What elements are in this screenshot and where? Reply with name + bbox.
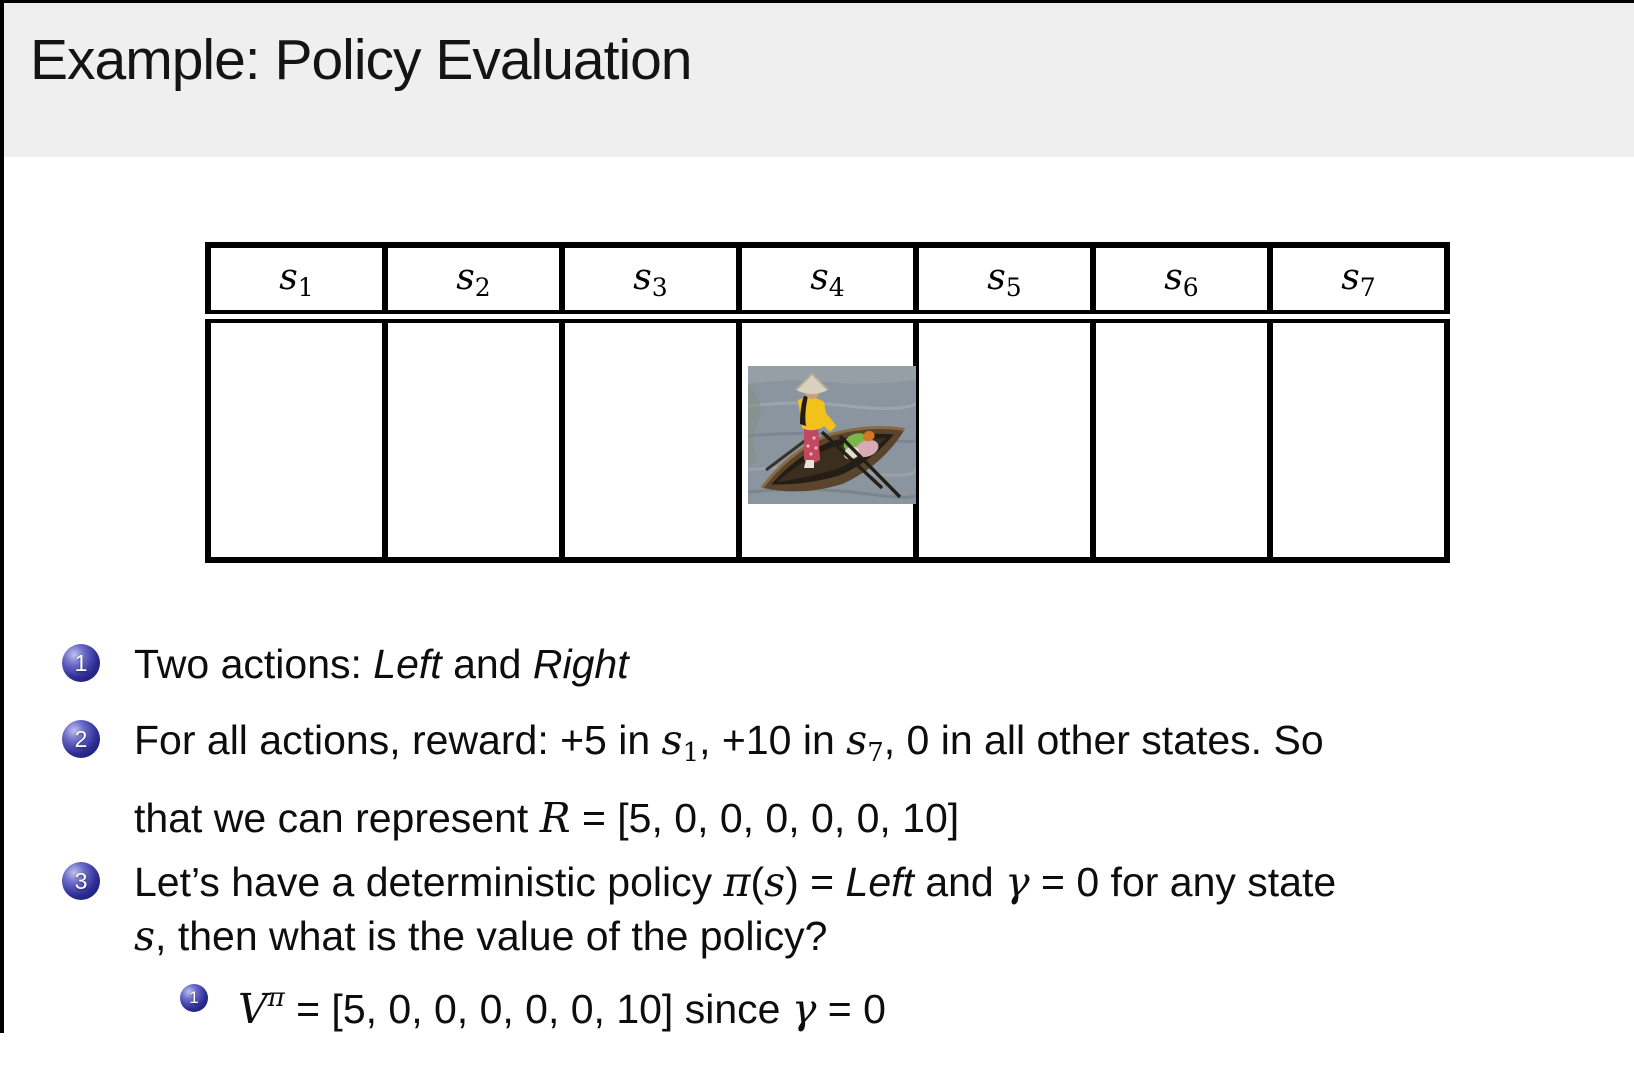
header-cell-s2 [385, 245, 562, 317]
subscript: 7 [867, 738, 884, 768]
state-label: s [1341, 256, 1360, 298]
body-cell-s7 [1270, 317, 1447, 561]
bullet-2-ball [62, 720, 100, 758]
math-var-s: s [846, 716, 868, 764]
slide-title: Example: Policy Evaluation [30, 28, 692, 92]
bullet-3-ball [62, 862, 100, 900]
header-cell-s7 [1270, 245, 1447, 317]
header-cell-s5 [916, 245, 1093, 317]
text-segment: that we can represent [134, 795, 540, 841]
state-label-subscript: 3 [651, 272, 668, 302]
body-cell-s1 [208, 317, 385, 561]
bullet-1-ball [62, 644, 100, 682]
text-segment: = 0 [816, 986, 886, 1032]
header-cell-s1 [208, 245, 385, 317]
math-var-s: s [764, 858, 786, 906]
math-var-gamma: γ [1005, 858, 1030, 906]
text-segment: ) = [785, 859, 846, 905]
state-label: s [810, 256, 829, 298]
body-cell-s3 [562, 317, 739, 561]
state-label: s [987, 256, 1006, 298]
state-label: s [456, 256, 475, 298]
math-var-V: V [238, 985, 268, 1033]
text-segment: and [913, 859, 1006, 905]
bullet-number: 1 [74, 650, 88, 676]
header-cell-s6 [1093, 245, 1270, 317]
bullet-number: 2 [74, 726, 88, 752]
header-cell-s3 [562, 245, 739, 317]
action-left-label: Left [845, 859, 914, 905]
action-left-label: Left [373, 641, 442, 687]
math-var-s: s [661, 716, 683, 764]
text-segment: Let’s have a deterministic policy [134, 859, 724, 905]
math-var-pi: π [723, 858, 751, 906]
bullet-3-line-1 [134, 856, 1336, 908]
body-cell-s6 [1093, 317, 1270, 561]
boat-photo [748, 366, 916, 504]
subscript: 1 [682, 738, 700, 768]
text-segment: , +10 in [699, 717, 847, 763]
bullet-1-text [134, 638, 629, 690]
text-segment: , then what is the value of the policy? [155, 913, 828, 959]
text-segment: ( [750, 859, 765, 905]
header-cell-s4 [739, 245, 916, 317]
state-label-subscript: 2 [474, 272, 491, 302]
action-right-label: Right [532, 641, 629, 687]
text-segment: For all actions, reward: +5 in [134, 717, 662, 763]
text-segment: and [441, 641, 533, 687]
title-band [4, 3, 1634, 157]
bullet-number: 1 [189, 988, 199, 1007]
bullet-2-line-1 [134, 714, 1324, 779]
state-table-header-row [208, 245, 1447, 317]
text-segment: , 0 in all other states. So [883, 717, 1324, 763]
math-var-s: s [134, 912, 156, 960]
value-vector: = [5, 0, 0, 0, 0, 0, 10] since [284, 986, 792, 1032]
state-label-subscript: 1 [297, 272, 314, 302]
text-segment: Two actions: [134, 641, 374, 687]
superscript-pi: π [267, 983, 285, 1013]
body-cell-s5 [916, 317, 1093, 561]
math-var-R: R [539, 794, 571, 842]
state-label-subscript: 5 [1005, 272, 1022, 302]
bullet-number: 3 [74, 868, 88, 894]
bullet-2-line-2 [134, 792, 959, 844]
sub-bullet-1-ball [180, 984, 208, 1012]
state-label: s [633, 256, 652, 298]
state-label-subscript: 4 [828, 272, 845, 302]
state-label: s [279, 256, 298, 298]
state-label-subscript: 6 [1182, 272, 1199, 302]
body-cell-s2 [385, 317, 562, 561]
sub-bullet-1-text [238, 972, 886, 1035]
state-label-subscript: 7 [1359, 272, 1376, 302]
math-var-gamma: γ [791, 985, 817, 1033]
text-segment: = 0 for any state [1029, 859, 1337, 905]
reward-vector: = [5, 0, 0, 0, 0, 0, 10] [570, 795, 960, 841]
state-label: s [1164, 256, 1183, 298]
bullet-3-line-2 [134, 910, 827, 962]
